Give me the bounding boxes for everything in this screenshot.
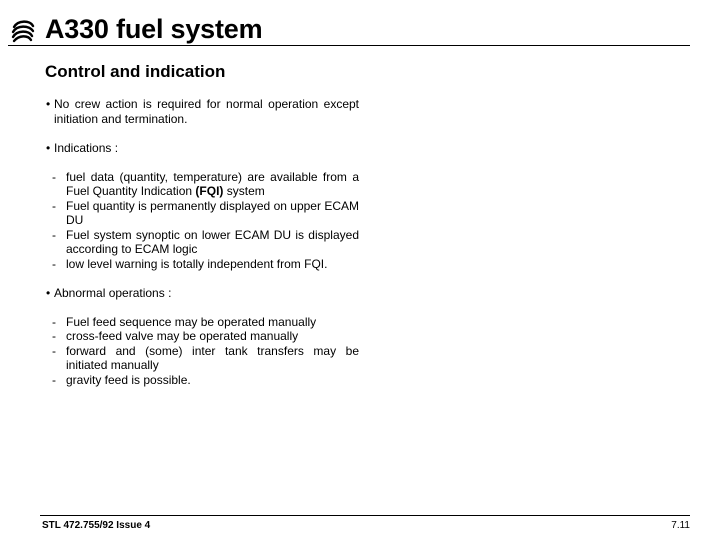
dash-text [66, 170, 359, 199]
bullet-item-normal-operation [46, 97, 359, 126]
dash-marker: - [52, 227, 56, 242]
dash-item-gravity-feed [46, 373, 359, 388]
dash-text: cross-feed valve may be operated manually [66, 329, 299, 343]
dash-text: gravity feed is possible. [66, 372, 191, 387]
fqi-acronym: (FQI) [195, 184, 224, 198]
dash-item-fuel-feed [46, 315, 359, 330]
dash-item-fqi [46, 170, 359, 199]
dash-item-lower-ecam [46, 228, 359, 257]
dash-text: forward and (some) inter tank transfers may be initiated manually [66, 343, 359, 372]
dash-text: low level warning is totally independent from FQI. [66, 256, 328, 271]
bullet-marker: • [46, 285, 51, 300]
dash-marker: - [52, 343, 56, 358]
dash-marker: - [52, 372, 56, 387]
dash-text: Fuel quantity is permanently displayed on upper ECAM DU [66, 198, 359, 227]
dash-text-part: fuel data (quantity, temperature) are available from a Fuel Quantity Indication [66, 169, 359, 198]
bullet-item-abnormal-operations [46, 286, 359, 301]
dash-text: Fuel feed sequence may be operated manually [66, 314, 317, 329]
page-title: A330 fuel system [45, 14, 263, 44]
dash-text: Fuel system synoptic on lower ECAM DU is displayed according to ECAM logic [66, 227, 359, 256]
document-reference: STL 472.755/92 Issue 4 [42, 520, 151, 531]
swirl-logo-icon [10, 18, 36, 44]
dash-marker: - [52, 329, 56, 343]
dash-marker: - [52, 256, 56, 271]
header-divider [8, 45, 690, 46]
body-content [46, 97, 359, 387]
bullet-marker: • [46, 97, 51, 111]
page-number: 7.11 [671, 520, 690, 531]
dash-item-low-level-warning [46, 257, 359, 272]
footer-divider [40, 515, 690, 516]
dash-item-tank-transfers [46, 344, 359, 373]
bullet-text: Indications : [54, 140, 119, 155]
dash-item-upper-ecam [46, 199, 359, 228]
section-subtitle: Control and indication [45, 62, 226, 81]
bullet-text: Abnormal operations : [54, 285, 172, 300]
bullet-item-indications [46, 141, 359, 156]
dash-marker: - [52, 169, 56, 184]
dash-text-part: system [223, 184, 265, 198]
bullet-text: No crew action is required for normal operation except initiation and termination. [54, 97, 359, 126]
bullet-marker: • [46, 140, 51, 155]
dash-marker: - [52, 198, 56, 213]
dash-marker: - [52, 314, 56, 329]
dash-item-cross-feed [46, 329, 359, 344]
